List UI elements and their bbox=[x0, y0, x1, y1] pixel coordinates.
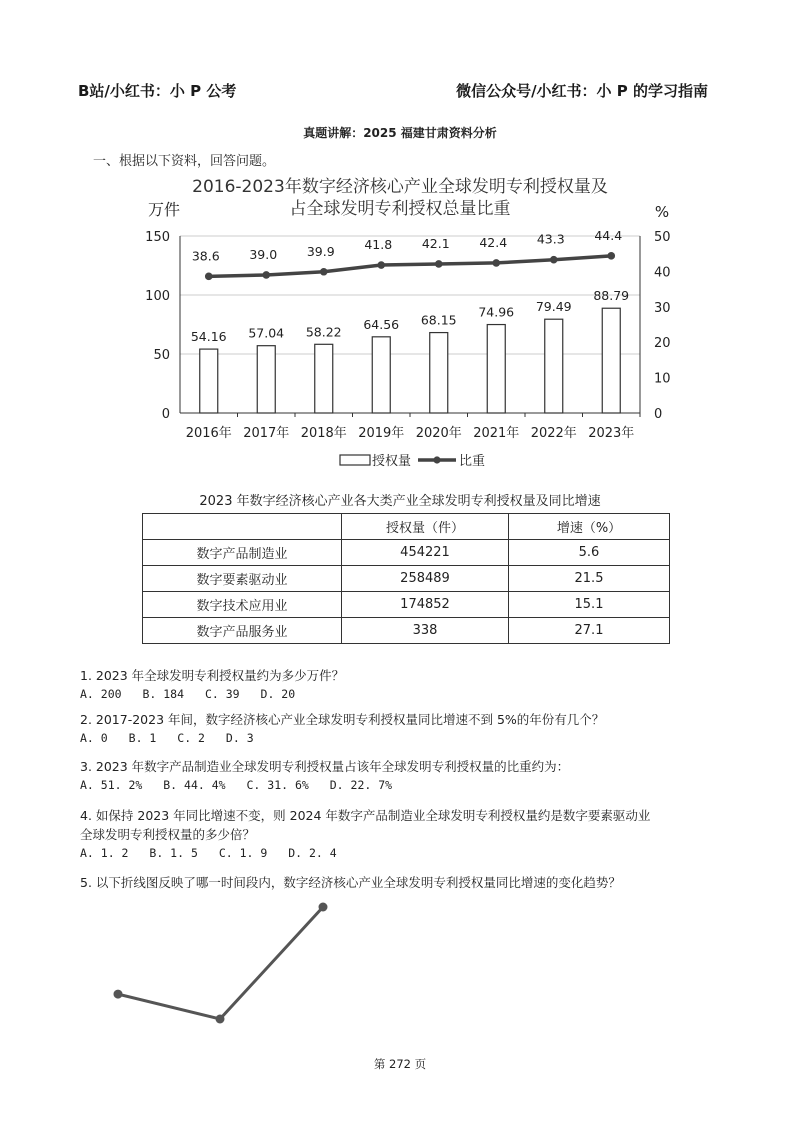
option-b: B. 1 bbox=[128, 731, 157, 745]
line-value-label: 38.6 bbox=[191, 248, 220, 264]
right-tick-label: 20 bbox=[654, 336, 671, 352]
table-cell: 258489 bbox=[342, 566, 509, 592]
trend-sketch-point bbox=[216, 1015, 225, 1024]
table-cell: 174852 bbox=[342, 592, 509, 618]
right-tick-label: 0 bbox=[654, 407, 663, 422]
table-cell: 454221 bbox=[342, 540, 509, 566]
line-value-label: 42.4 bbox=[479, 234, 508, 250]
left-tick-label: 150 bbox=[145, 230, 170, 245]
trend-sketch-line bbox=[118, 907, 323, 1019]
option-d: D. 2. 4 bbox=[288, 846, 337, 860]
chart-title-line2: 占全球发明专利授权总量比重 bbox=[289, 199, 511, 219]
right-tick-label: 10 bbox=[654, 371, 671, 387]
x-tick-label: 2017年 bbox=[243, 426, 290, 441]
option-a: A. 0 bbox=[80, 731, 108, 745]
line-value-label: 41.8 bbox=[364, 237, 393, 253]
option-c: C. 39 bbox=[204, 687, 240, 701]
table-cell: 15.1 bbox=[509, 592, 670, 618]
left-tick-label: 50 bbox=[153, 348, 170, 363]
bar-value-label: 79.49 bbox=[535, 299, 572, 315]
x-tick-label: 2023年 bbox=[588, 426, 635, 441]
left-tick-label: 100 bbox=[145, 289, 170, 304]
question-text: 5. 以下折线图反映了哪一时间段内，数字经济核心产业全球发明专利授权量同比增速的变化趋势？ bbox=[80, 875, 621, 890]
table-cell: 数字产品服务业 bbox=[143, 618, 342, 644]
option-b: B. 184 bbox=[142, 687, 185, 701]
option-a: A. 200 bbox=[80, 687, 122, 701]
right-tick-label: 30 bbox=[654, 300, 671, 316]
option-a: A. 1. 2 bbox=[80, 846, 129, 860]
x-tick-label: 2019年 bbox=[358, 426, 405, 441]
left-unit-label: 万件 bbox=[148, 200, 181, 219]
table-cell: 数字要素驱动业 bbox=[143, 566, 342, 592]
line-value-label: 39.0 bbox=[249, 246, 278, 262]
table-cell: 数字产品制造业 bbox=[143, 540, 342, 566]
question-text: 2. 2017-2023 年间，数字经济核心产业全球发明专利授权量同比增速不到 5%的年份有几个？ bbox=[80, 712, 605, 727]
legend-line-label: 比重 bbox=[459, 454, 486, 469]
question-text: 1. 2023 年全球发明专利授权量约为多少万件？ bbox=[80, 668, 345, 683]
option-c: C. 31. 6% bbox=[246, 778, 309, 792]
option-a: A. 51. 2% bbox=[80, 778, 143, 792]
x-tick-label: 2016年 bbox=[185, 426, 232, 441]
bar-value-label: 58.22 bbox=[305, 324, 342, 340]
bar-value-label: 74.96 bbox=[478, 304, 515, 320]
intro-text: 一、根据以下资料，回答问题。 bbox=[93, 154, 276, 169]
header-right: 微信公众号/小红书：小 P 的学习指南 bbox=[456, 82, 708, 100]
question-text: 4. 如保持 2023 年同比增速不变，则 2024 年数字产品制造业全球发明专利授权量约是数字要素驱动业 bbox=[80, 808, 651, 823]
x-tick-label: 2020年 bbox=[415, 426, 462, 441]
x-tick-label: 2021年 bbox=[473, 426, 520, 441]
line-value-label: 44.4 bbox=[594, 227, 623, 243]
table-title: 2023 年数字经济核心产业各大类产业全球发明专利授权量及同比增速 bbox=[199, 494, 601, 509]
table-cell: 数字技术应用业 bbox=[143, 592, 342, 618]
bar-value-label: 88.79 bbox=[593, 288, 630, 304]
question-text-cont: 全球发明专利授权量的多少倍？ bbox=[80, 827, 256, 842]
right-tick-label: 50 bbox=[654, 230, 671, 245]
bar-value-label: 57.04 bbox=[248, 325, 285, 341]
table-cell: 338 bbox=[342, 618, 509, 644]
line-value-label: 42.1 bbox=[421, 235, 450, 251]
option-d: D. 20 bbox=[260, 687, 296, 701]
legend-bar-label: 授权量 bbox=[372, 454, 412, 469]
option-b: B. 1. 5 bbox=[149, 846, 198, 860]
trend-sketch-point bbox=[319, 903, 328, 912]
trend-sketch-point bbox=[114, 990, 123, 999]
page-number: 第 272 页 bbox=[373, 1057, 427, 1071]
option-b: B. 44. 4% bbox=[163, 778, 226, 792]
table-cell: 5.6 bbox=[509, 540, 670, 566]
table-cell: 27.1 bbox=[509, 618, 670, 644]
option-c: C. 2 bbox=[177, 731, 205, 745]
left-tick-label: 0 bbox=[161, 407, 170, 422]
option-c: C. 1. 9 bbox=[218, 846, 268, 860]
doc-title: 真题讲解：2025 福建甘肃资料分析 bbox=[303, 126, 497, 140]
line-value-label: 39.9 bbox=[306, 243, 335, 259]
option-d: D. 22. 7% bbox=[329, 778, 393, 792]
bar-value-label: 54.16 bbox=[190, 329, 227, 345]
x-tick-label: 2018年 bbox=[300, 426, 347, 441]
table-cell: 21.5 bbox=[509, 566, 670, 592]
line-value-label: 43.3 bbox=[536, 231, 565, 247]
question-text: 3. 2023 年数字产品制造业全球发明专利授权量占该年全球发明专利授权量的比重约为： bbox=[80, 759, 570, 774]
option-d: D. 3 bbox=[225, 731, 254, 745]
bar-value-label: 68.15 bbox=[420, 312, 457, 328]
bar-value-label: 64.56 bbox=[363, 316, 400, 332]
right-tick-label: 40 bbox=[654, 265, 671, 281]
chart-title-line1: 2016-2023年数字经济核心产业全球发明专利授权量及 bbox=[192, 177, 608, 197]
x-tick-label: 2022年 bbox=[530, 426, 577, 441]
table-header-cell: 增速（%） bbox=[509, 514, 670, 540]
header-left: B站/小红书：小 P 公考 bbox=[78, 82, 237, 100]
right-unit-label: % bbox=[654, 203, 670, 221]
table-header-cell: 授权量（件） bbox=[342, 514, 509, 540]
